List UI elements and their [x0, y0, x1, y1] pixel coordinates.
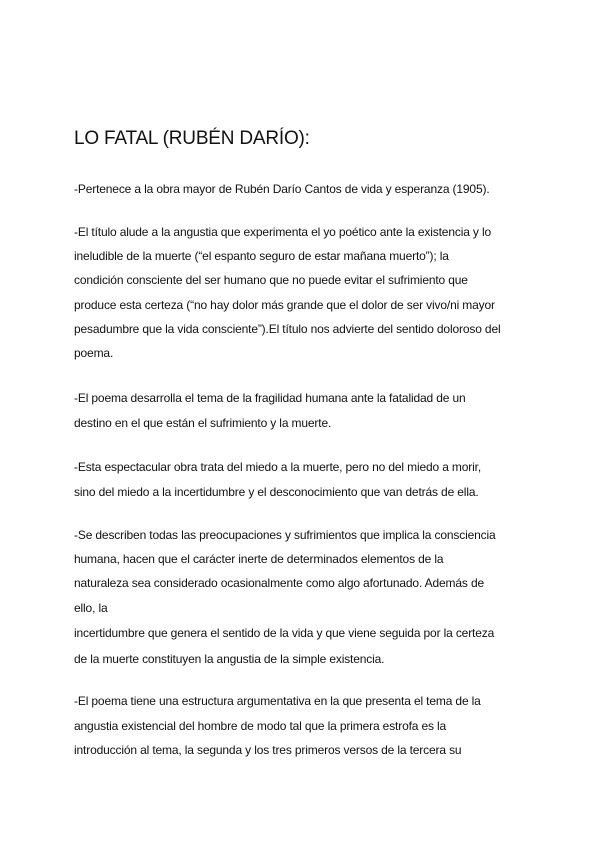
text-line: ineludible de la muerte (“el espanto seguro de estar mañana muerto”); la	[74, 249, 449, 263]
text-line: produce esta certeza (“no hay dolor más grande que el dolor de ser vivo/ni mayor	[74, 298, 495, 312]
text-line: -Esta espectacular obra trata del miedo a la muerte, pero no del miedo a morir,	[74, 460, 482, 474]
text-line: angustia existencial del hombre de modo tal que la primera estrofa es la	[74, 719, 447, 733]
text-line: naturaleza sea considerado ocasionalmente como algo afortunado. Además de	[74, 576, 484, 590]
text-line: -Pertenece a la obra mayor de Rubén Darío Cantos de vida y esperanza (1905).	[74, 182, 490, 196]
text-line: destino en el que están el sufrimiento y la muerte.	[74, 416, 332, 430]
text-line: -El poema desarrolla el tema de la fragilidad humana ante la fatalidad de un	[74, 391, 466, 405]
text-line: de la muerte constituyen la angustia de la simple existencia.	[74, 652, 385, 666]
text-line: -El título alude a la angustia que experimenta el yo poético ante la existencia y lo	[74, 225, 491, 239]
text-line: poema.	[74, 346, 114, 360]
text-line: humana, hacen que el carácter inerte de determinados elementos de la	[74, 552, 444, 566]
text-line: pesadumbre que la vida consciente”).El título nos advierte del sentido doloroso del	[74, 322, 501, 336]
text-line: ello, la	[74, 601, 108, 615]
text-line: incertidumbre que genera el sentido de la vida y que viene seguida por la certeza	[74, 626, 495, 640]
text-line: sino del miedo a la incertidumbre y el desconocimiento que van detrás de ella.	[74, 485, 479, 499]
text-line: condición consciente del ser humano que no puede evitar el sufrimiento que	[74, 273, 468, 287]
text-line: -El poema tiene una estructura argumentativa en la que presenta el tema de la	[74, 694, 481, 708]
text-line: -Se describen todas las preocupaciones y sufrimientos que implica la consciencia	[74, 528, 496, 542]
document-title: LO FATAL (RUBÉN DARÍO):	[74, 128, 310, 149]
text-line: introducción al tema, la segunda y los tres primeros versos de la tercera su	[74, 743, 462, 757]
